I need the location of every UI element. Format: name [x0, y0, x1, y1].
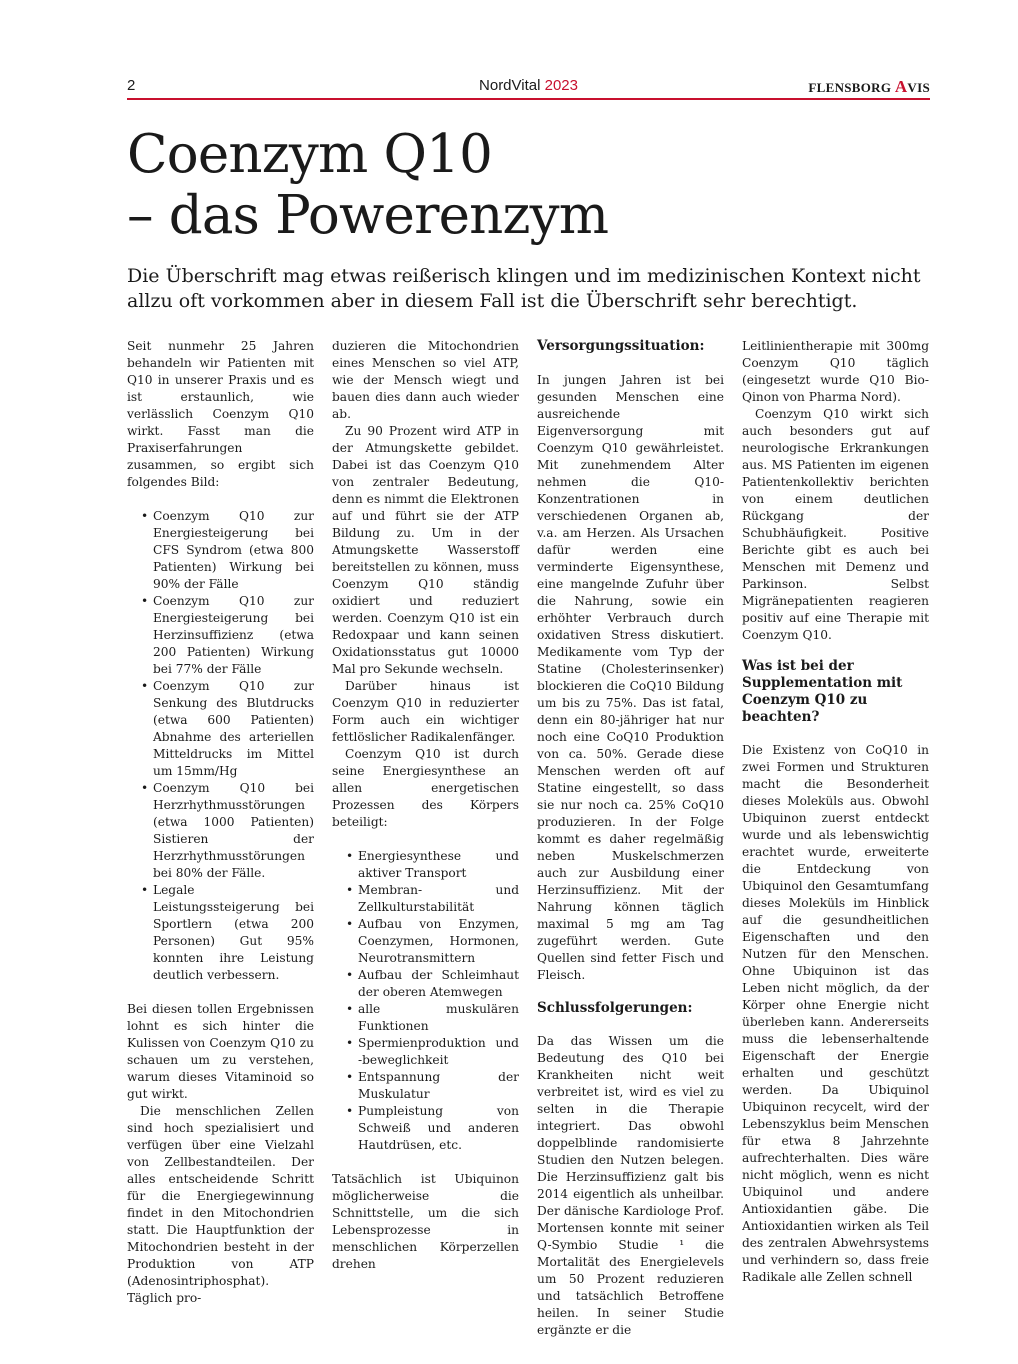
paragraph: Coenzym Q10 wirkt sich auch besonders gut auf neurologische Erkrankungen aus. MS Patienten im eigenen Patientenkollektiv berichten von einem deutlichen Rückgang der Schubhäufigkeit. Positive Berichte gibt es auch bei Menschen mit Demenz und Parkinson. Selbst Migränepatienten reagieren positiv auf eine Therapie mit Coenzym Q10.: [742, 407, 929, 642]
magazine-year: 2023: [544, 77, 578, 94]
page-number: 2: [127, 77, 136, 94]
magazine-title: NordVital: [479, 77, 541, 94]
article-lead: Die Überschrift mag etwas reißerisch klingen und im medizinischen Kontext nicht allzu oft vorkommen aber in diesem Fall ist die Überschrift sehr berechtigt.: [127, 265, 921, 312]
paragraph: Bei diesen tollen Ergebnissen lohnt es sich hinter die Kulissen von Coenzym Q10 zu schauen um zu verstehen, warum dieses Vitaminoid so gut wirkt.: [127, 1002, 314, 1101]
list-item: • Coenzym Q10 bei Herzrhythmusstörungen (etwa 1000 Patienten) Sistieren der Herzrhythmusstörungen bei 80% der Fälle.: [127, 780, 314, 882]
logo-text-rest: VIS: [907, 80, 930, 95]
list-item: • Membran- und Zellkulturstabilität: [332, 882, 519, 916]
page-header: [127, 76, 930, 100]
list-item: • Aufbau von Enzymen, Coenzymen, Hormonen, Neurotransmittern: [332, 916, 519, 967]
paragraph: Leitlinientherapie mit 300mg Coenzym Q10 täglich (eingesetzt wurde Q10 Bio-Qinon von Pharma Nord).: [742, 339, 929, 404]
list-item: • Coenzym Q10 zur Energiesteigerung bei Herzinsuffizienz (etwa 200 Patienten) Wirkung bei 77% der Fälle: [127, 593, 314, 678]
paragraph: Zu 90 Prozent wird ATP in der Atmungskette gebildet. Dabei ist das Coenzym Q10 von zentraler Bedeutung, denn es nimmt die Elektronen auf und führt sie der ATP Bildung zu. Um in der Atmungskette Wasserstoff bereitstellen zu können, muss Coenzym Q10 ständig oxidiert und reduziert werden. Coenzym Q10 ist ein Redoxpaar und kann seinen Oxidationsstatus gut 10000 Mal pro Sekunde wechseln.: [332, 424, 519, 676]
paragraph: In jungen Jahren ist bei gesunden Menschen eine ausreichende Eigenversorgung mit Coenzym Q10 gewährleistet. Mit zunehmendem Alter nehmen die Q10-Konzentrationen in verschiedenen Organen ab, v.a. am Herzen. Als Ursachen dafür werden eine verminderte Eigensynthese, eine mangelnde Zufuhr über die Nahrung, sowie ein erhöhter Verbrauch durch oxidativen Stress diskutiert. Medikamente vom Typ der Statine (Cholesterinsenker) blockieren die CoQ10 Bildung um bis zu 75%. Das ist fatal, denn ein 80-jähriger hat nur noch eine CoQ10 Produktion von ca. 50%. Gerade diese Menschen werden oft auf Statine eingestellt, so dass sie nur noch ca. 25% CoQ10 produzieren. In der Folge kommt es daher regelmäßig neben Muskelschmerzen auch zur Ausbildung einer Herzinsuffizienz. Mit der Nahrung können täglich maximal 5 mg am Tag zugeführt werden. Gute Quellen sind fetter Fisch und Fleisch.: [537, 373, 724, 982]
list-item: • Pumpleistung von Schweiß und anderen Hautdrüsen, etc.: [332, 1103, 519, 1154]
paragraph: duzieren die Mitochondrien eines Menschen so viel ATP, wie der Mensch wiegt und bauen dies dann auch wieder ab.: [332, 339, 519, 421]
publisher-logo: [808, 78, 930, 97]
list-item: • alle muskulären Funktionen: [332, 1001, 519, 1035]
list-item: • Coenzym Q10 zur Senkung des Blutdrucks (etwa 600 Patienten) Abnahme des arteriellen Mitteldrucks im Mittel um 15mm/Hg: [127, 678, 314, 780]
text-column-1: [127, 338, 314, 1307]
text-column-3: [537, 338, 724, 1339]
paragraph: Da das Wissen um die Bedeutung des Q10 bei Krankheiten nicht weit verbreitet ist, wird es viel zu selten in die Therapie integriert. Das obwohl doppelblinde randomisierte Studien den Nutzen belegen. Die Herzinsuffizienz galt bis 2014 eigentlich als unheilbar. Der dänische Kardiologe Prof. Mortensen konnte mit seiner Q-Symbio Studie ¹ die Mortalität des Energielevels um 50 Prozent reduzieren und tatsächlich Betroffene heilen. In seiner Studie ergänzte er die: [537, 1034, 724, 1337]
paragraph: Tatsächlich ist Ubiquinon möglicherweise die Schnittstelle, um die sich Lebensprozesse in menschlichen Körperzellen drehen: [332, 1172, 519, 1271]
list-item: • Spermienproduktion und -beweglichkeit: [332, 1035, 519, 1069]
paragraph: Die Existenz von CoQ10 in zwei Formen und Strukturen macht die Besonderheit dieses Moleküls aus. Obwohl Ubiquinon zuerst entdeckt wurde und als lebenswichtig erachtet wurde, erweiterte die Entdeckung von Ubiquinol den Gesamtumfang dieses Moleküls im Hinblick auf die gesundheitlichen Eigenschaften und den Nutzen für den Menschen. Ohne Ubiquinon ist das Leben nicht möglich, da der Körper ohne Energie nicht überleben kann. Andererseits muss die lebenserhaltende Eigenschaft der Energie erhalten und geschützt werden. Da Ubiquinol Ubiquinon recycelt, wird der Lebenszyklus beim Menschen für etwa 8 Jahrzehnte aufrechterhalten. Dies wäre nicht möglich, wenn es nicht Ubiquinol und andere Antioxidantien gäbe. Die Antioxidantien wirken als Teil des zentralen Abwehrsystems und verhindern so, dass freie Radikale alle Zellen schnell: [742, 743, 929, 1284]
headline-line-2: – das Powerenzym: [127, 185, 609, 246]
paragraph: Die menschlichen Zellen sind hoch spezialisiert und verfügen über eine Vielzahl von Zellbestandteilen. Der alles entscheidende Schritt für die Energiegewinnung findet in den Mitochondrien statt. Die Hauptfunktion der Mitochondrien besteht in der Produktion von ATP (Adenosintriphosphat). Täglich pro-: [127, 1104, 314, 1305]
paragraph: Seit nunmehr 25 Jahren behandeln wir Patienten mit Q10 in unserer Praxis und es ist erstaunlich, wie verlässlich Coenzym Q10 wirkt. Fasst man die Praxiserfahrungen zusammen, so ergibt sich folgendes Bild:: [127, 339, 314, 489]
section-heading: Versorgungssituation:: [537, 338, 705, 354]
section-heading: Was ist bei der Supplementation mit Coenzym Q10 zu beachten?: [742, 658, 903, 725]
paragraph: Darüber hinaus ist Coenzym Q10 in reduzierter Form auch ein wichtiger fettlöslicher Radikalenfänger.: [332, 679, 519, 744]
list-item: • Energiesynthese und aktiver Transport: [332, 848, 519, 882]
list-item: • Coenzym Q10 zur Energiesteigerung bei CFS Syndrom (etwa 800 Patienten) Wirkung bei 90% der Fälle: [127, 508, 314, 593]
article-headline: [127, 124, 947, 246]
text-column-2: [332, 338, 519, 1273]
list-item: • Legale Leistungssteigerung bei Sportlern (etwa 200 Personen) Gut 95% konnten ihre Leistung deutlich verbessern.: [127, 882, 314, 984]
section-heading: Schlussfolgerungen:: [537, 1000, 693, 1016]
list-item: • Entspannung der Muskulatur: [332, 1069, 519, 1103]
process-list: [332, 848, 519, 1154]
results-list: [127, 508, 314, 984]
logo-text-first: FLENSBORG: [808, 80, 892, 95]
text-column-4: [742, 338, 929, 1286]
paragraph: Coenzym Q10 ist durch seine Energiesynthese an allen energetischen Prozessen des Körpers beteiligt:: [332, 747, 519, 829]
logo-letter-a: A: [894, 77, 908, 96]
list-item: • Aufbau der Schleimhaut der oberen Atemwegen: [332, 967, 519, 1001]
headline-line-1: Coenzym Q10: [127, 124, 493, 185]
